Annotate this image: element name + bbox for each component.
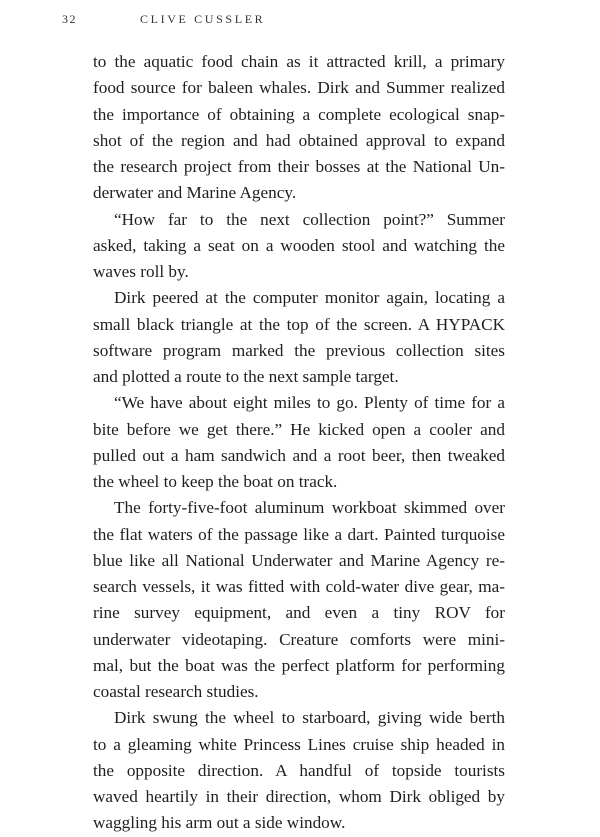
text-line: the flat waters of the passage like a dart. Painted turquoise: [93, 524, 505, 544]
text-line: asked, taking a seat on a wooden stool and watching the: [93, 235, 505, 255]
text-line: The forty-five-foot aluminum workboat skimmed over: [114, 498, 505, 518]
text-line: food source for baleen whales. Dirk and Summer realized: [93, 78, 505, 98]
running-head: [62, 12, 265, 27]
text-line: Dirk swung the wheel to starboard, giving wide berth: [114, 708, 505, 728]
text-line: the wheel to keep the boat on track.: [93, 472, 338, 491]
page-number: 32: [62, 12, 77, 26]
text-line: search vessels, it was fitted with cold-water dive gear, ma-: [93, 577, 505, 596]
text-line: underwater videotaping. Creature comforts were mini-: [93, 629, 505, 649]
text-line: derwater and Marine Agency.: [93, 183, 297, 203]
text-line: and plotted a route to the next sample target.: [93, 367, 399, 386]
text-line: small black triangle at the top of the screen. A HYPACK: [93, 314, 505, 334]
text-line: to a gleaming white Princess Lines cruise ship headed in: [93, 734, 505, 754]
body-text: [93, 49, 505, 837]
text-line: shot of the region and had obtained approval to expand: [93, 130, 505, 150]
text-line: coastal research studies.: [93, 682, 259, 701]
text-line: waggling his arm out a side window.: [93, 813, 346, 833]
text-line: Dirk peered at the computer monitor again, locating a: [114, 288, 505, 308]
text-line: blue like all National Underwater and Marine Agency re-: [93, 550, 505, 570]
text-line: the importance of obtaining a complete ecological snap-: [93, 104, 505, 124]
text-line: mal, but the boat was the perfect platform for performing: [93, 655, 505, 675]
text-line: “How far to the next collection point?” Summer: [114, 209, 505, 229]
text-line: waves roll by.: [93, 262, 189, 281]
text-line: pulled out a ham sandwich and a root beer, then tweaked: [93, 445, 505, 465]
text-line: “We have about eight miles to go. Plenty of time for a: [114, 393, 505, 413]
text-line: bite before we get there.” He kicked open a cooler and: [93, 419, 505, 439]
author-name: CLIVE CUSSLER: [140, 12, 266, 26]
text-line: the research project from their bosses at the National Un-: [93, 157, 505, 176]
text-line: waved heartily in their direction, whom Dirk obliged by: [93, 787, 505, 806]
text-line: the opposite direction. A handful of topside tourists: [93, 760, 505, 780]
text-line: software program marked the previous collection sites: [93, 340, 505, 360]
text-line: rine survey equipment, and even a tiny ROV for: [93, 603, 505, 623]
text-line: to the aquatic food chain as it attracted krill, a primary: [93, 52, 505, 71]
